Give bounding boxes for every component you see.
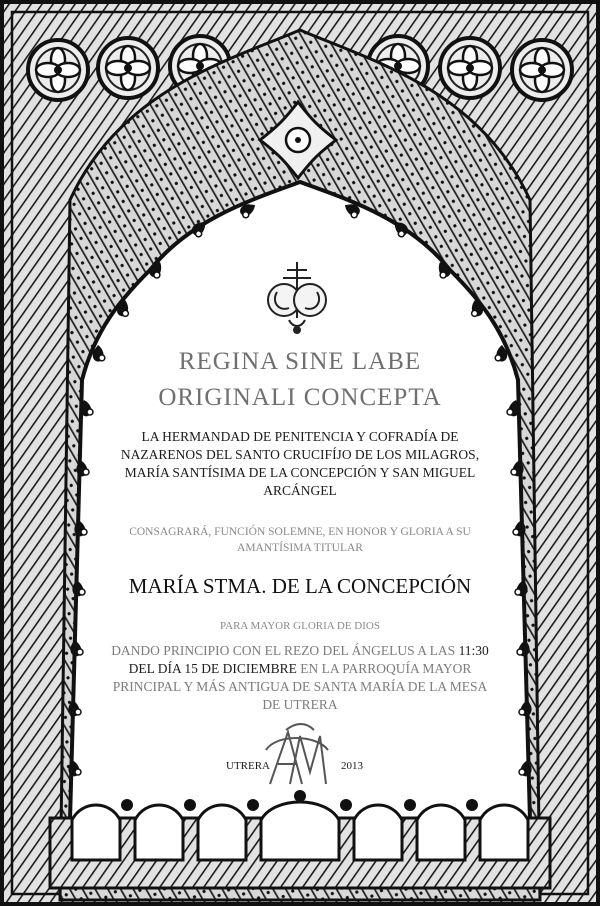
footer-place: UTRERA xyxy=(226,760,270,772)
dando-line-1-text: DANDO PRINCIPIO CON EL REZO DEL ÁNGELUS A LAS xyxy=(111,643,459,658)
dando-date: DEL DÍA 15 DE DICIEMBRE xyxy=(128,661,297,676)
hermandad-line-2: NAZARENOS DEL SANTO CRUCIFÍJO DE LOS MILAGROS, xyxy=(120,447,480,462)
hermandad-line-4: ARCÁNGEL xyxy=(263,483,337,498)
gloria-line: PARA MAYOR GLORIA DE DIOS xyxy=(220,620,380,632)
dando-time: 11:30 xyxy=(458,643,489,658)
motto-line-1: REGINA SINE LABE xyxy=(178,348,422,375)
dando-line-3: PRINCIPAL Y MÁS ANTIGUA DE SANTA MARÍA DE LA MESA xyxy=(112,679,488,694)
footer-year: 2013 xyxy=(341,760,363,772)
dando-line-4: DE UTRERA xyxy=(262,697,338,712)
hermandad-line-1: LA HERMANDAD DE PENITENCIA Y COFRADÍA DE xyxy=(141,429,459,444)
dando-line-1 xyxy=(0,642,600,659)
consagrara-line-2: AMANTÍSIMA TITULAR xyxy=(237,542,363,554)
consagrara-line-1: CONSAGRARÁ, FUNCIÓN SOLEMNE, EN HONOR Y GLORIA A SU xyxy=(129,526,471,538)
dando-line-2-text: EN LA PARROQUÍA MAYOR xyxy=(296,661,472,676)
motto-line-2: ORIGINALI CONCEPTA xyxy=(158,384,442,411)
titular-heading: MARÍA STMA. DE LA CONCEPCIÓN xyxy=(128,574,472,598)
dando-line-2 xyxy=(0,660,600,677)
hermandad-line-3: MARÍA SANTÍSIMA DE LA CONCEPCIÓN Y SAN MIGUEL xyxy=(124,465,476,480)
